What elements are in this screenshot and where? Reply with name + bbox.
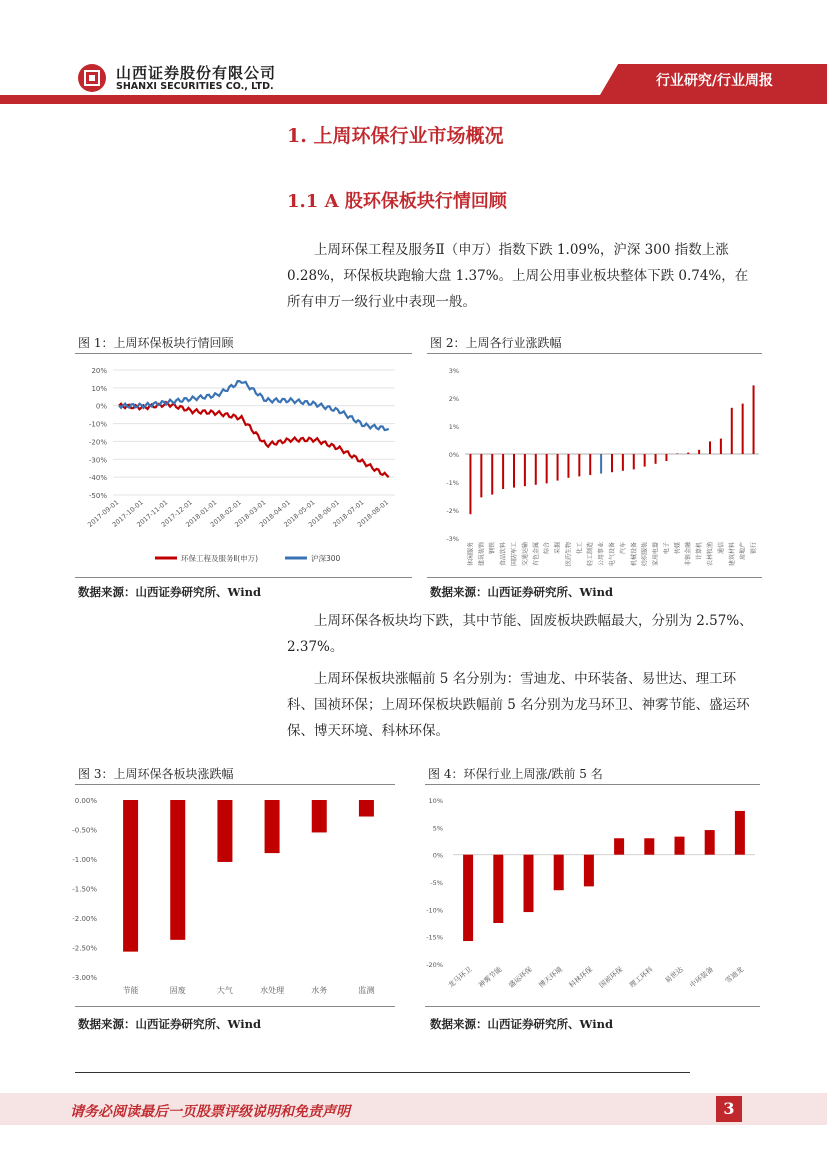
chart-market-review [75,355,412,575]
x-tick-label: 国祯环保 [597,965,625,990]
y-tick-label: -20% [426,961,443,969]
chart-top-bottom-5 [425,788,760,1003]
x-tick-label: 纺织服装 [641,542,649,567]
chart-segment-change [72,788,395,1003]
x-tick-label: 易世达 [663,965,685,986]
x-tick-label: 2018-06-01 [306,498,341,529]
x-tick-label: 水务 [311,986,328,995]
x-tick-label: 大气 [216,986,233,995]
x-tick-label: 博天环境 [537,965,564,990]
fig3-caption-rule [75,784,395,785]
bar [170,800,185,940]
bar [735,811,745,855]
y-tick-label: -30% [88,456,107,465]
y-tick-label: 0% [95,402,107,411]
bar [123,800,138,952]
y-tick-label: -20% [88,438,107,447]
y-tick-label: -10% [88,420,107,429]
x-tick-label: 节能 [122,986,139,995]
header-bar [0,95,827,104]
bar [312,800,327,832]
y-tick-label: 2% [448,395,459,403]
bar [554,855,564,891]
fig1-bottom-rule [75,577,412,578]
footer-rule [75,1072,690,1073]
bar [644,838,654,854]
x-tick-label: 2017-12-01 [159,498,194,529]
x-tick-label: 交通运输 [521,542,529,567]
paragraph-3: 上周环保板块涨幅前 5 名分别为：雪迪龙、中环装备、易世达、理工环科、国祯环保；上周环保板块跌幅前 5 名分别为龙马环卫、神雾节能、盛运环保、博天环境、科林环保。 [287,671,750,739]
x-tick-label: 传媒 [674,542,682,555]
chart-industry-change [427,355,762,575]
company-logo [77,63,107,93]
x-tick-label: 监测 [358,986,375,995]
y-tick-label: -50% [88,492,107,500]
x-tick-label: 2017-09-01 [86,498,121,529]
y-tick-label: 20% [91,367,107,375]
fig1-caption: 图 1：上周环保板块行情回顾 [78,336,234,350]
x-tick-label: 汽车 [619,542,627,555]
bar [614,838,624,854]
fig4-source: 数据来源：山西证券研究所、Wind [430,1017,613,1031]
legend-label: 沪深300 [311,554,341,563]
bar [705,830,715,855]
x-tick-label: 食品饮料 [500,542,508,567]
x-tick-label: 钢铁 [489,542,497,555]
y-tick-label: -40% [88,474,107,483]
fig2-source: 数据来源：山西证券研究所、Wind [430,585,613,599]
x-tick-label: 龙马环卫 [446,965,474,990]
y-tick-label: -2.00% [72,915,97,923]
fig3-source: 数据来源：山西证券研究所、Wind [78,1017,261,1031]
x-tick-label: 2018-05-01 [282,498,317,529]
x-tick-label: 理工环科 [627,965,655,990]
y-tick-label: 0% [448,451,459,459]
x-tick-label: 房地产 [739,542,747,561]
fig3-caption: 图 3：上周环保各板块涨跌幅 [78,767,234,781]
x-tick-label: 国防军工 [511,542,518,567]
x-tick-label: 神雾节能 [476,965,504,990]
x-tick-label: 家用电器 [652,542,660,567]
y-tick-label: 3% [448,367,459,375]
fig2-caption-rule [427,353,762,354]
x-tick-label: 银行 [750,542,758,555]
header-tab-label: 行业研究/行业周报 [655,73,774,89]
x-tick-label: 雪迪龙 [723,965,746,986]
y-tick-label: -1% [446,479,459,487]
x-tick-label: 医药生物 [565,542,573,567]
x-tick-label: 建筑装饰 [478,542,486,567]
y-tick-label: -5% [430,879,443,887]
x-tick-label: 科林环保 [567,965,595,990]
x-tick-label: 中环装备 [688,965,715,990]
bar [493,855,503,923]
y-tick-label: -3% [446,535,459,543]
y-tick-label: -3.00% [72,974,97,982]
x-tick-label: 2018-01-01 [184,498,219,529]
bar [359,800,374,817]
y-tick-label: 0% [432,851,443,860]
y-tick-label: -1.50% [72,885,97,894]
y-tick-label: 10% [428,797,443,805]
x-tick-label: 采掘 [554,542,562,555]
series-line-0 [119,402,389,477]
paragraph-2: 上周环保各板块均下跌，其中节能、固废板块跌幅最大，分别为 2.57%、2.37%。 [287,613,753,655]
x-tick-label: 机械设备 [630,542,638,567]
bar [584,855,594,887]
fig3-bottom-rule [75,1006,395,1007]
x-tick-label: 电气设备 [609,542,616,567]
fig1-caption-rule [75,353,412,354]
y-tick-label: 10% [91,384,107,393]
fig2-caption: 图 2：上周各行业涨跌幅 [430,336,562,350]
x-tick-label: 农林牧渔 [707,542,714,567]
x-tick-label: 计算机 [696,542,704,561]
x-tick-label: 电子 [663,542,671,555]
x-tick-label: 2017-11-01 [135,498,170,529]
x-tick-label: 2017-10-01 [110,498,145,529]
section-title: 1. 上周环保行业市场概况 [287,125,504,147]
page-number: 3 [716,1096,742,1122]
footer-disclaimer: 请务必阅读最后一页股票评级说明和免责声明 [70,1104,350,1120]
legend-label: 环保工程及服务Ⅱ(申万) [181,554,259,563]
x-tick-label: 固废 [169,986,186,995]
y-tick-label: -15% [426,933,443,942]
company-name-cn: 山西证券股份有限公司 [116,64,277,82]
y-tick-label: 0.00% [74,797,97,805]
x-tick-label: 2018-02-01 [208,498,243,529]
y-tick-label: 1% [448,423,459,431]
y-tick-label: -0.50% [72,826,97,835]
x-tick-label: 2018-04-01 [257,498,292,529]
y-tick-label: -2% [446,507,459,515]
x-tick-label: 休闲服务 [467,542,475,567]
fig4-bottom-rule [425,1006,760,1007]
x-tick-label: 盛运环保 [507,965,534,990]
x-tick-label: 轻工制造 [587,542,595,567]
bar [217,800,232,862]
x-tick-label: 非银金融 [685,542,693,567]
fig1-source: 数据来源：山西证券研究所、Wind [78,585,261,599]
fig4-caption-rule [425,784,760,785]
fig2-bottom-rule [427,577,762,578]
y-tick-label: -2.50% [72,944,97,953]
paragraph-1: 上周环保工程及服务Ⅱ（申万）指数下跌 1.09%，沪深 300 指数上涨 0.28%，环保板块跑输大盘 1.37%。上周公用事业板块整体下跌 0.74%，在所有申万一级行业中表现一般。 [287,242,749,310]
y-tick-label: -10% [426,906,443,915]
x-tick-label: 2018-07-01 [331,498,366,529]
x-tick-label: 通信 [717,542,725,555]
x-tick-label: 2018-03-01 [233,498,268,529]
company-name-en: SHANXI SECURITIES CO., LTD. [116,81,274,92]
x-tick-label: 公用事业 [598,542,606,567]
bar [524,855,534,912]
x-tick-label: 化工 [576,542,584,555]
x-tick-label: 有色金属 [532,542,540,567]
x-tick-label: 综合 [543,542,551,555]
x-tick-label: 水处理 [260,986,285,995]
fig4-caption: 图 4：环保行业上周涨/跌前 5 名 [428,767,603,781]
bar [675,837,685,855]
x-tick-label: 建筑材料 [728,542,736,567]
x-tick-label: 2018-08-01 [355,498,391,529]
subsection-title: 1.1 A 股环保板块行情回顾 [287,191,507,212]
bar [265,800,280,853]
y-tick-label: -1.00% [72,856,97,864]
bar [463,855,473,941]
y-tick-label: 5% [432,824,443,833]
